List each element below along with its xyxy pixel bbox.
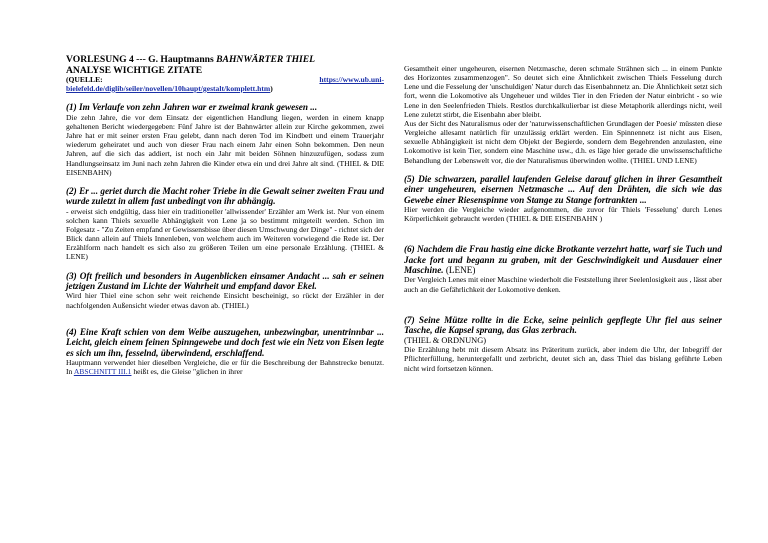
quote-6-tag: (LENE)	[443, 265, 476, 276]
commentary-4-continued: Gesamtheit einer ungeheuren, eisernen Netzmasche, deren schmale Strähnen sich ... in einem Punkte des Horizontes zusammenzogen". So deutet sich eine Ähnlichkeit zwischen Thiels Fesselung durch Lene und die Fesselung der 'unschuldigen' Natur durch das Eisenbahnnetz an. Die Ähnlichkeit setzt sich fort, wenn die Lokomotive als Ungeheuer und wildes Tier in den Frieden der Natur einbricht - so wie Lene in den Seelenfrieden Thiels. Restlos durchkalkulierbar ist diese Metaphorik allerdings nicht, weil Lene zuletzt stirbt, die Eisenbahn aber bleibt. Aus der Sicht des Naturalismus oder der 'naturwissenschaftlichen Grundlagen der Poesie' müssten diese Vergleiche allesamt natürlich für unzulässig erklärt werden. Ein Spinnennetz ist nicht aus Eisen, sexuelle Abhängigkeit ist nicht dem Objekt der Begierde, sondern dem Begehrenden anzulasten, eine Lokomotive ist kein Tier, sondern eine Maschine usw., d.h. es läge hier gerade die unwissenschaftliche Behandlung der Lebenswelt vor, die der Naturalismus überwinden wollte. (THIEL UND LENE)	[404, 64, 722, 165]
commentary-6: Der Vergleich Lenes mit einer Maschine wiederholt die Feststellung ihrer Seelenlosigkeit aus , lässt aber auch an die Gefährlichkeit der Lokomotive denken.	[404, 275, 722, 294]
source-link-part1[interactable]: https://www.ub.uni-	[319, 75, 384, 85]
source-label: (QUELLE:	[66, 75, 103, 85]
commentary-1: Die zehn Jahre, die vor dem Einsatz der eigentlichen Handlung liegen, werden in einem knapp gehaltenen Bericht wiedergegeben: Fünf Jahre ist der Bahnwärter allein zur Kirche gekommen, zwei Jahre hat er mit seiner ersten Frau gelebt, dann nach deren Tod im Kindbett und einem Trauerjahr wiederum geheiratet und auch von dieser Frau nach einem Jahr einen Sohn bekommen. Den neun Jahren, auf die sich das addiert, ist noch ein Jahr mit beiden Söhnen hinzuzufügen, sodass zum Handlungseinsatz im Juni nach zehn Jahren die Kinder etwa ein und drei Jahre alt sind. (THIEL & DIE EISENBAHN)	[66, 112, 384, 177]
commentary-4-text: Hauptmann verwendet hier dieselben Vergleiche, die er für die Beschreibung der Bahnstrecke benutzt. In	[66, 357, 384, 377]
commentary-7: Die Erzählung hebt mit diesem Absatz ins Präteritum zurück, aber indem die Uhr, der Inbegriff der Pflichterfüllung, heruntergefallt und zerbricht, deutet sich an, dass Thiel das bislang geführte Leben nicht wird fortsetzen können.	[404, 345, 722, 373]
quote-7: (7) Seine Mütze rollte in die Ecke, seine peinlich gepflegte Uhr fiel aus seiner Tasche, die Kapsel sprang, das Glas zerbrach.	[404, 314, 722, 336]
quote-3: (3) Oft freilich und besonders in Augenblicken einsamer Andacht ... sah er seinen jetzigen Zustand im Lichte der Wahrheit und empfand davor Ekel.	[66, 270, 384, 292]
work-title: BAHNWÄRTER THIEL	[216, 54, 316, 65]
right-column	[404, 64, 722, 373]
quote-4: (4) Eine Kraft schien von dem Weibe auszugehen, unbezwingbar, unentrinnbar ... Leicht, gleich einem feinen Spinngewebe und doch fest wie ein Netz von Eisen legte es sich um ihn, fesselnd, überwindend, erschlaffend.	[66, 326, 384, 358]
source-line-2	[66, 85, 384, 94]
commentary-4	[66, 358, 384, 376]
lecture-title-prefix: VORLESUNG 4 --- G. Hauptmanns	[66, 54, 217, 65]
section-link[interactable]: ABSCHNITT III.1	[73, 367, 132, 377]
quote-7-tag: (THIEL & ORDNUNG)	[404, 335, 487, 345]
analysis-heading: ANALYSE WICHTIGE ZITATE	[66, 64, 203, 76]
source-link-part2[interactable]: bielefeld.de/diglib/seiler/novellen/10haupt/gestalt/komplett.htm	[66, 83, 271, 93]
source-close: )	[270, 83, 273, 93]
commentary-4-tail: heißt es, die Gleise "glichen in ihrer	[131, 367, 243, 377]
lecture-title	[66, 55, 384, 66]
left-column	[66, 55, 384, 376]
commentary-5: Hier werden die Vergleiche wieder aufgenommen, die zuvor für Thiels 'Fesselung' durch Lenes Körperlichkeit gebraucht werden (THIEL & DIE EISENBAHN )	[404, 204, 722, 224]
quote-6	[404, 244, 722, 275]
quote-1: (1) Im Verlaufe von zehn Jahren war er zweimal krank gewesen ...	[66, 102, 318, 113]
commentary-3: Wird hier Thiel eine schon sehr weit reichende Einsicht bescheinigt, so rückt der Erzähler in der nachfolgenden Außensicht wieder etwas davon ab. (THIEL)	[66, 291, 384, 310]
commentary-2: - erweist sich endgültig, dass hier ein traditioneller 'allwissender' Erzähler am Werk ist. Nur von einem solchen kann Thiels sexuelle Abhängigkeit von Lene ja so bestimmt mitgeteilt werden. Schon im Folgesatz - "Zu Zeiten empfand er Gewissensbisse über diesen Umschwung der Dinge" - richtet sich der Blick dann allein auf Thiels Innenleben, von welchem auch im Weiteren vorwiegend die Rede ist. Der Erzählform nach handelt es sich also zu größeren Teilen um eine personale Erzählung. (THIEL & LENE)	[66, 206, 384, 262]
quote-5: (5) Die schwarzen, parallel laufenden Geleise darauf glichen in ihrer Gesamtheit einer ungeheuren, eisernen Netzmasche ... Auf den Drähten, die sich wie das Gewebe einer Riesenspinne von Stange zu Stange fortrankten ...	[404, 173, 722, 205]
quote-6-text: (6) Nachdem die Frau hastig eine dicke Brotkante verzehrt hatte, warf sie Tuch und Jacke fort und begann zu graben, mit der Geschwindigkeit und Ausdauer einer Maschine.	[404, 244, 722, 276]
quote-2: (2) Er ... geriet durch die Macht roher Triebe in die Gewalt seiner zweiten Frau und wurde zuletzt in allem fast unbedingt von ihr abhängig.	[66, 185, 384, 207]
